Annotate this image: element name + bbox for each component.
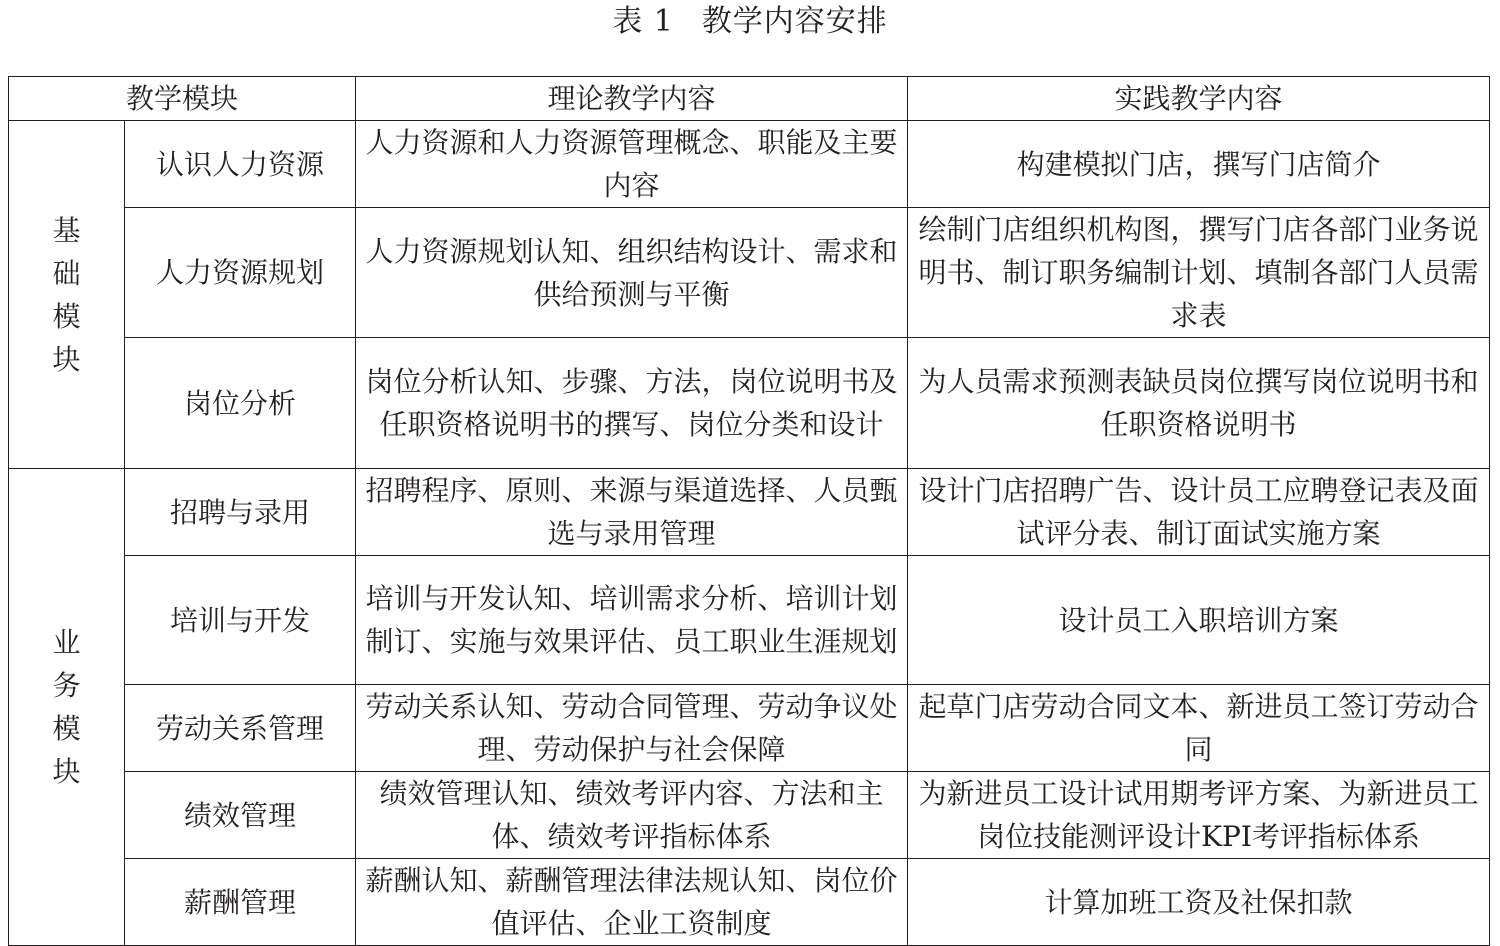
group-label-business xyxy=(9,469,125,946)
module-cell: 认识人力资源 xyxy=(125,121,356,208)
table-header-row xyxy=(9,77,1490,121)
group-name: 业务模块 xyxy=(52,626,81,788)
theory-cell: 岗位分析认知、步骤、方法，岗位说明书及任职资格说明书的撰写、岗位分类和设计 xyxy=(356,338,908,469)
header-module: 教学模块 xyxy=(9,77,356,121)
module-cell: 岗位分析 xyxy=(125,338,356,469)
theory-cell: 劳动关系认知、劳动合同管理、劳动争议处理、劳动保护与社会保障 xyxy=(356,685,908,772)
table-title: 教学内容安排 xyxy=(701,4,888,39)
table-row xyxy=(9,469,1490,556)
practice-cell: 计算加班工资及社保扣款 xyxy=(908,859,1490,946)
practice-cell: 设计门店招聘广告、设计员工应聘登记表及面试评分表、制订面试实施方案 xyxy=(908,469,1490,556)
practice-cell: 设计员工入职培训方案 xyxy=(908,556,1490,685)
practice-cell: 为人员需求预测表缺员岗位撰写岗位说明书和任职资格说明书 xyxy=(908,338,1490,469)
module-cell: 培训与开发 xyxy=(125,556,356,685)
module-cell: 绩效管理 xyxy=(125,772,356,859)
theory-cell: 人力资源规划认知、组织结构设计、需求和供给预测与平衡 xyxy=(356,208,908,338)
theory-cell: 人力资源和人力资源管理概念、职能及主要内容 xyxy=(356,121,908,208)
header-theory: 理论教学内容 xyxy=(356,77,908,121)
module-cell: 薪酬管理 xyxy=(125,859,356,946)
module-cell: 人力资源规划 xyxy=(125,208,356,338)
table-row xyxy=(9,859,1490,946)
theory-cell: 培训与开发认知、培训需求分析、培训计划制订、实施与效果评估、员工职业生涯规划 xyxy=(356,556,908,685)
table-row xyxy=(9,556,1490,685)
practice-cell: 为新进员工设计试用期考评方案、为新进员工岗位技能测评设计KPI考评指标体系 xyxy=(908,772,1490,859)
table-number: 表 1 xyxy=(612,4,674,39)
group-label-basic xyxy=(9,121,125,469)
table-row xyxy=(9,772,1490,859)
practice-cell: 构建模拟门店，撰写门店简介 xyxy=(908,121,1490,208)
module-cell: 招聘与录用 xyxy=(125,469,356,556)
table-row xyxy=(9,338,1490,469)
module-cell: 劳动关系管理 xyxy=(125,685,356,772)
theory-cell: 绩效管理认知、绩效考评内容、方法和主体、绩效考评指标体系 xyxy=(356,772,908,859)
theory-cell: 招聘程序、原则、来源与渠道选择、人员甄选与录用管理 xyxy=(356,469,908,556)
group-name: 基础模块 xyxy=(52,213,81,376)
table-row xyxy=(9,208,1490,338)
teaching-content-table xyxy=(8,76,1490,946)
practice-cell: 绘制门店组织机构图，撰写门店各部门业务说明书、制订职务编制计划、填制各部门人员需求表 xyxy=(908,208,1490,338)
header-practice: 实践教学内容 xyxy=(908,77,1490,121)
practice-cell: 起草门店劳动合同文本、新进员工签订劳动合同 xyxy=(908,685,1490,772)
table-caption xyxy=(0,0,1500,52)
table-row xyxy=(9,685,1490,772)
theory-cell: 薪酬认知、薪酬管理法律法规认知、岗位价值评估、企业工资制度 xyxy=(356,859,908,946)
table-row xyxy=(9,121,1490,208)
